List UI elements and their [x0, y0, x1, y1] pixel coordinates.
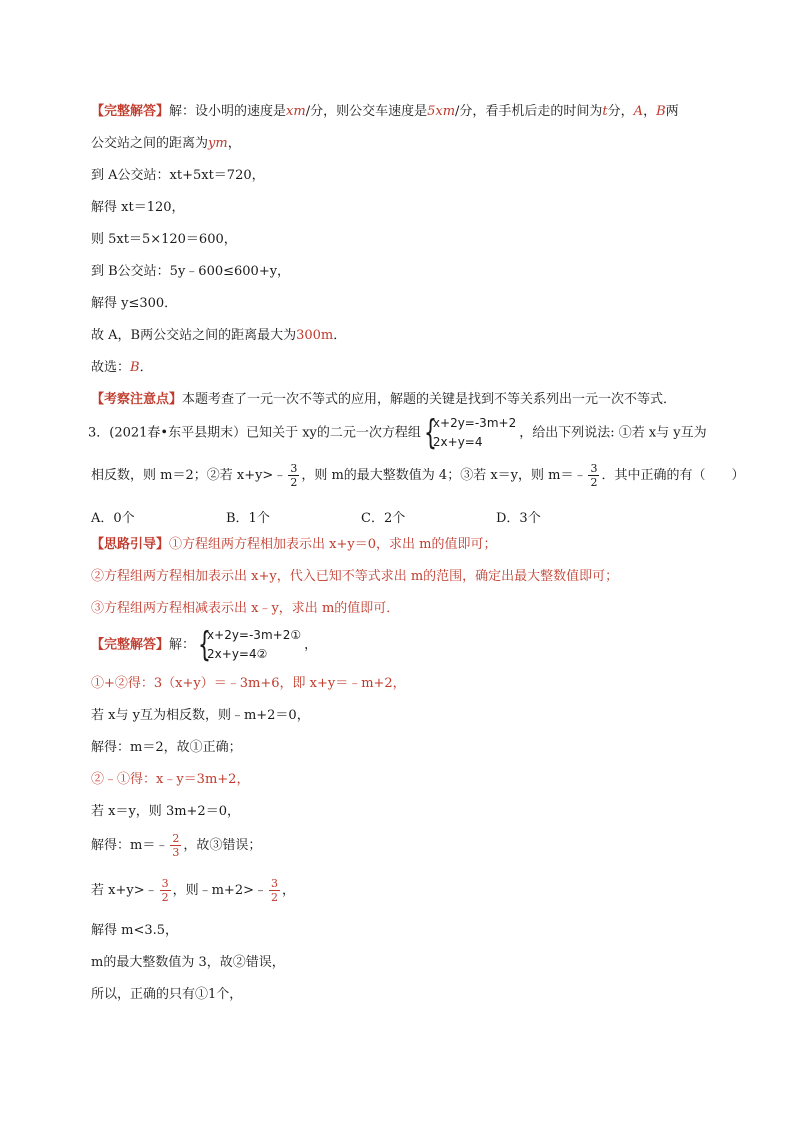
question-3-line-1: 3．(2021春•东平县期末）已知关于 xy的二元一次方程组 { x+2y=-3m+2 2x+y=4 ，给出下列说法: ①若 x与 y互为 [88, 413, 707, 453]
option-d: D．3个 [496, 511, 541, 526]
guide-line-1: 【思路引导】①方程组两方程相加表示出 x+y＝0，求出 m的值即可； [91, 537, 497, 552]
solution2-line-11: 所以，正确的只有①1个， [91, 987, 243, 1002]
option-a: A．0个 [91, 511, 135, 526]
solution2-line-3: 若 x与 y互为相反数，则﹣m+2＝0， [91, 708, 310, 723]
solution-line-8: 故 A，B两公交站之间的距离最大为300m． [91, 328, 347, 343]
solution-line-3: 到 A公交站：xt+5xt＝720， [91, 168, 265, 183]
brace-icon: { [423, 413, 437, 453]
note-tag: 【考察注意点】 [91, 392, 183, 407]
fraction: $\frac{2}{3}$ [172, 832, 180, 859]
note-line: 【考察注意点】本题考查了一元一次不等式的应用，解题的关键是找到不等关系列出一元一次不等式． [91, 392, 677, 407]
solution-line-1: 【完整解答】解：设小明的速度是xm/分，则公交车速度是5xm/分，看手机后走的时间为t分，A，B两 [91, 104, 679, 119]
fraction: $\frac{3}{2}$ [590, 462, 598, 489]
solution2-line-2: ①+②得：3（x+y）＝﹣3m+6，即 x+y＝﹣m+2， [91, 676, 406, 691]
solution-line-9: 故选：B． [91, 360, 153, 375]
solution2-line-7: 解得：m＝﹣ $\frac{2}{3}$ ，故③错误； [91, 832, 262, 859]
solution-tag: 【完整解答】 [91, 104, 170, 119]
solution2-line-6: 若 x＝y，则 3m+2＝0， [91, 804, 240, 819]
guide-tag: 【思路引导】 [91, 537, 170, 552]
fraction: $\frac{3}{2}$ [290, 462, 298, 489]
solution2-line-8: 若 x+y>﹣ $\frac{3}{2}$ ，则﹣m+2>﹣ $\frac{3}{2}$ ， [91, 877, 295, 904]
option-b: B．1个 [226, 511, 270, 526]
brace-icon: { [198, 625, 212, 665]
guide-line-3: ③方程组两方程相减表示出 x﹣y，求出 m的值即可． [91, 601, 400, 616]
equation-system: { x+2y=-3m+2① 2x+y=4② [198, 625, 302, 665]
equation-system: { x+2y=-3m+2 2x+y=4 [423, 413, 517, 453]
solution2-line-9: 解得 m<3.5， [91, 923, 179, 938]
solution-tag: 【完整解答】 [91, 637, 170, 653]
question-3-line-2: 相反数，则 m＝2；②若 x+y>﹣ $\frac{3}{2}$ ，则 m的最大整数值为 4；③若 x＝y，则 m＝﹣ $\frac{3}{2}$ ．其中正确的有（ ） [91, 462, 745, 489]
solution-line-5: 则 5xt＝5×120＝600， [91, 232, 237, 247]
solution2-line-1: 【完整解答】解： { x+2y=-3m+2① 2x+y=4② ， [91, 625, 318, 665]
guide-line-2: ②方程组两方程相加表示出 x+y，代入已知不等式求出 m的范围，确定出最大整数值即可； [91, 569, 619, 584]
solution2-line-5: ②﹣①得：x﹣y＝3m+2， [91, 772, 250, 787]
solution2-line-10: m的最大整数值为 3，故②错误， [91, 955, 285, 970]
solution-line-7: 解得 y≤300． [91, 296, 178, 311]
fraction: $\frac{3}{2}$ [270, 877, 278, 904]
solution2-line-4: 解得：m＝2，故①正确； [91, 740, 242, 755]
solution-line-6: 到 B公交站：5y﹣600≤600+y， [91, 264, 291, 279]
solution-line-4: 解得 xt＝120， [91, 200, 185, 215]
fraction: $\frac{3}{2}$ [161, 877, 169, 904]
solution-line-2: 公交站之间的距离为ym， [91, 136, 241, 151]
option-c: C．2个 [361, 511, 406, 526]
